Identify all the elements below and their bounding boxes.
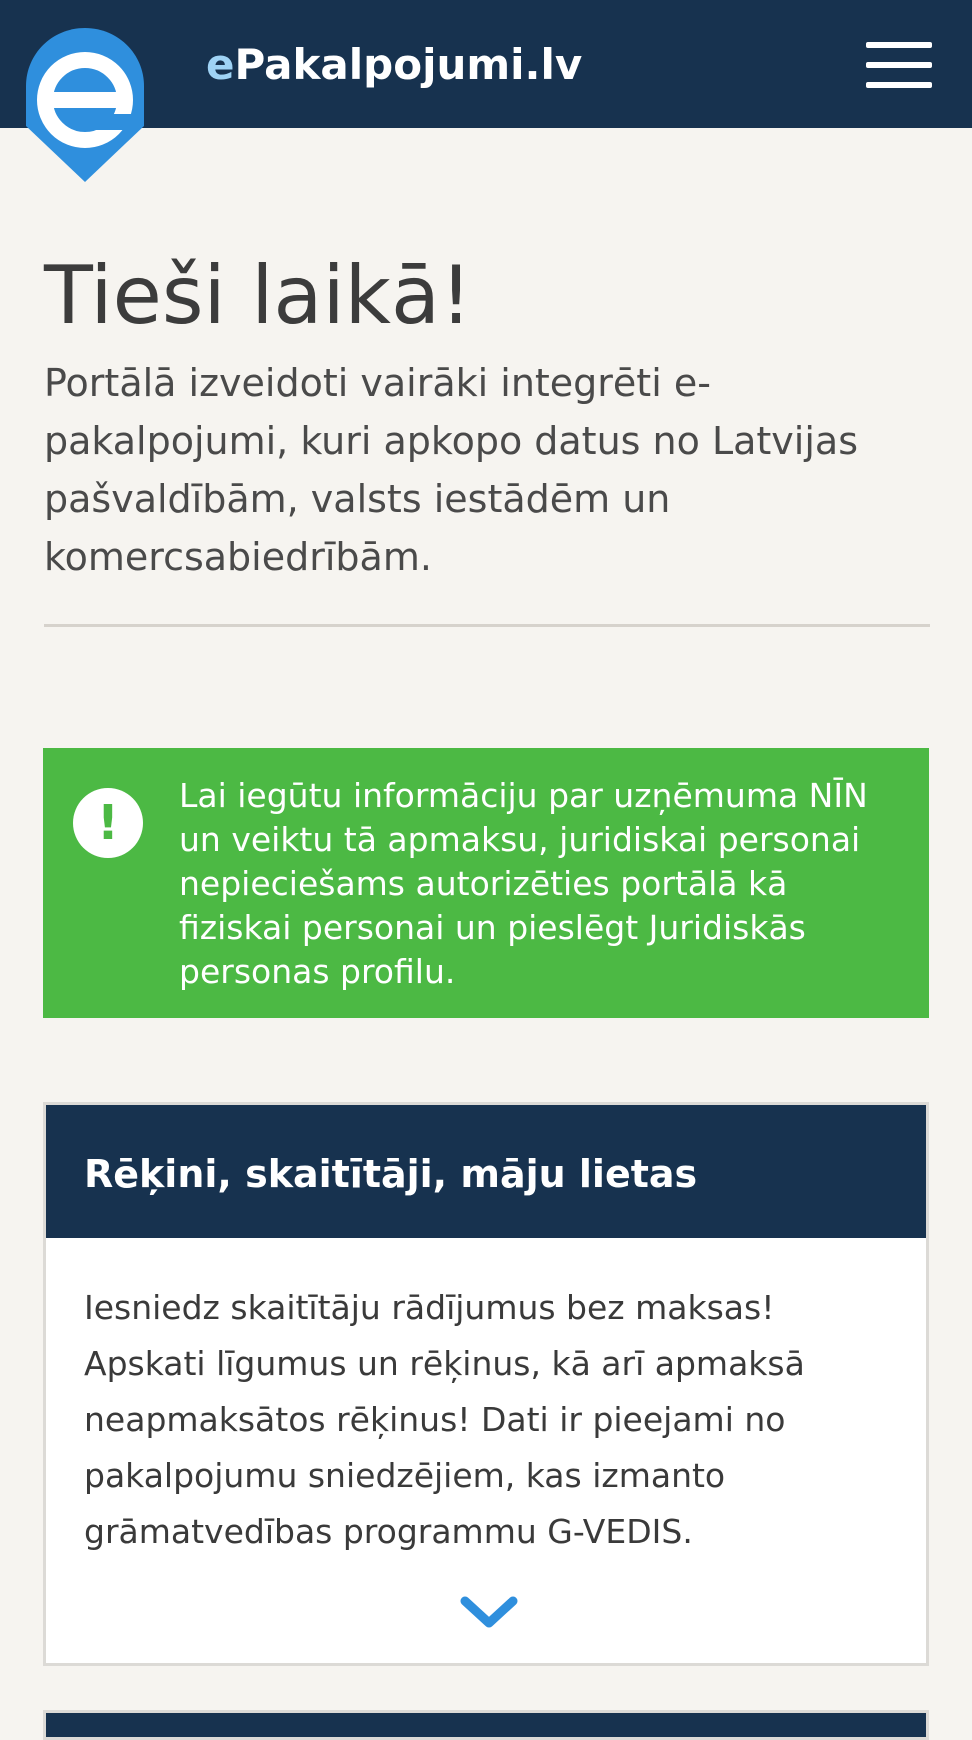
epakalpojumi-logo-icon[interactable]	[26, 28, 144, 182]
notice-text: Lai iegūtu informāciju par uzņēmuma NĪN un veiktu tā apmaksu, juridiskai personai nepieciešams autorizēties portālā kā fiziskai personai un pieslēgt Juridiskās personas profilu.	[179, 776, 868, 991]
brand-name: Pakalpojumi.lv	[234, 40, 583, 89]
top-header	[0, 0, 972, 128]
card-description: Iesniedz skaitītāju rādījumus bez maksas! Apskati līgumus un rēķinus, kā arī apmaksā neapmaksātos rēķinus! Dati ir pieejami no pakalpojumu sniedzējiem, kas izmanto grāmatvedības programmu G-VEDIS.	[84, 1288, 805, 1551]
page-title: Tieši laikā!	[44, 249, 473, 342]
service-card-bills[interactable]	[43, 1102, 929, 1666]
brand-prefix: e	[206, 40, 235, 89]
service-card-next[interactable]	[43, 1710, 929, 1740]
divider	[44, 624, 930, 627]
intro-text: Portālā izveidoti vairāki integrēti e-pakalpojumi, kuri apkopo datus no Latvijas pašvaldībām, valsts iestādēm un komercsabiedrībām.	[44, 361, 858, 579]
exclamation-icon: !	[73, 788, 143, 858]
chevron-down-icon[interactable]	[459, 1595, 519, 1629]
hamburger-menu-icon[interactable]	[866, 42, 932, 88]
info-notice	[43, 748, 929, 1018]
main-content	[44, 128, 930, 627]
site-brand[interactable]	[206, 38, 582, 92]
card-title[interactable]: Rēķini, skaitītāji, māju lietas	[46, 1105, 926, 1238]
